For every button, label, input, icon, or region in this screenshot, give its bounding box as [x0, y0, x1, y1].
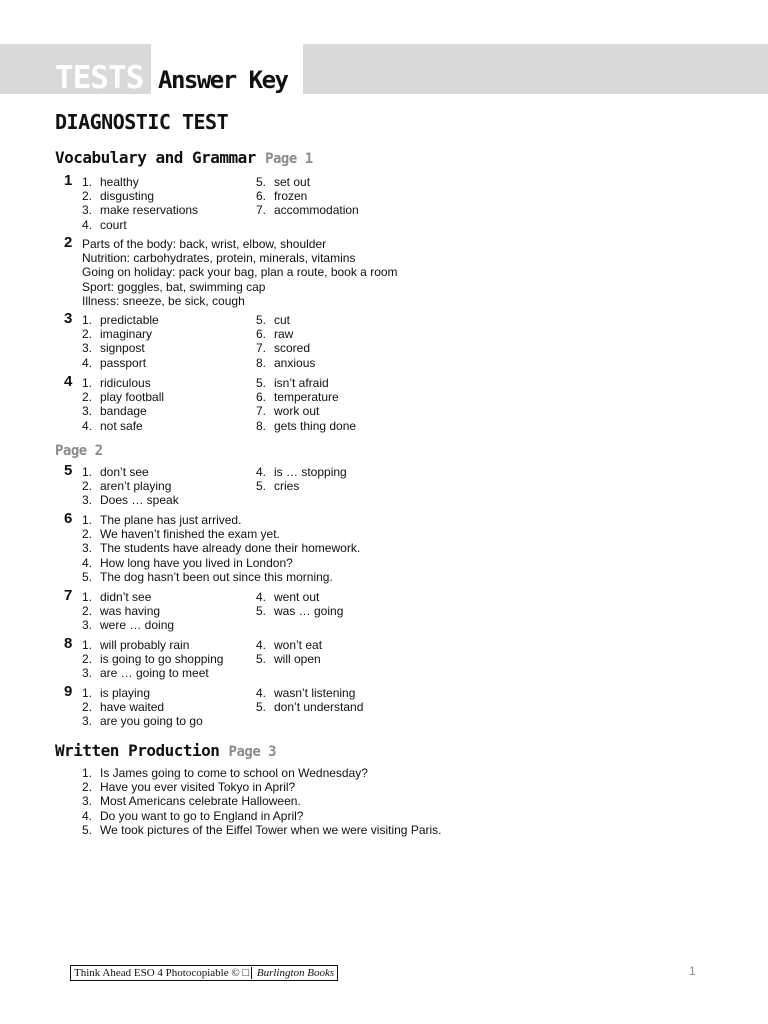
item-text: will probably rain: [100, 638, 190, 652]
footer-separator: [251, 967, 252, 979]
item-number: 4.: [82, 555, 93, 570]
item-number: 5.: [256, 700, 267, 715]
item-text: Do you want to go to England in April?: [100, 808, 304, 823]
item-number: 7.: [256, 341, 267, 356]
item-text: were … doing: [100, 618, 175, 633]
section-page: Page 2: [55, 443, 103, 459]
section-page-2: [55, 439, 103, 462]
item-number: 4.: [256, 465, 267, 479]
item-number: 1.: [82, 513, 93, 527]
question-number: 2: [64, 234, 73, 251]
item-text: How long have you lived in London?: [100, 555, 293, 570]
item-number: 2.: [82, 700, 93, 715]
item-text: Is James going to come to school on Wednesday?: [100, 766, 368, 780]
item-text: are … going to meet: [100, 666, 209, 681]
item-number: 8.: [256, 355, 267, 370]
section-page: Page 1: [265, 151, 313, 167]
question-number: 1: [64, 172, 73, 189]
item-text: isn’t afraid: [274, 376, 329, 390]
item-number: 1.: [82, 686, 93, 700]
item-text: cut: [274, 313, 291, 327]
section-page: Page 3: [228, 744, 277, 760]
item-number: 4.: [256, 686, 267, 700]
item-number: 7.: [256, 404, 267, 419]
section-written-production: [55, 740, 276, 763]
item-text: was … going: [274, 604, 344, 619]
item-text: Have you ever visited Tokyo in April?: [100, 780, 296, 795]
item-text: anxious: [274, 355, 316, 370]
item-text: accommodation: [274, 203, 359, 218]
item-number: 1.: [82, 175, 93, 189]
item-text: bandage: [100, 404, 147, 419]
item-text: Does … speak: [100, 493, 179, 508]
question-number: 7: [64, 587, 73, 604]
header-answer-key-title: Answer Key: [158, 66, 288, 94]
item-text: is going to go shopping: [100, 652, 224, 667]
footer-mark: □: [242, 967, 250, 979]
item-number: 6.: [256, 327, 267, 342]
question-number: 5: [64, 462, 73, 479]
item-text: healthy: [100, 175, 139, 189]
item-text: not safe: [100, 418, 143, 433]
item-text: frozen: [274, 189, 308, 204]
item-number: 1.: [82, 313, 93, 327]
question-number: 8: [64, 635, 73, 652]
item-number: 5.: [82, 822, 93, 837]
question-number: 3: [64, 310, 73, 327]
item-text: temperature: [274, 390, 339, 405]
item-number: 2.: [82, 390, 93, 405]
item-number: 4.: [82, 808, 93, 823]
item-number: 4.: [82, 217, 93, 232]
item-text: signpost: [100, 341, 145, 356]
item-number: 1.: [82, 638, 93, 652]
item-number: 7.: [256, 203, 267, 218]
item-text: We took pictures of the Eiffel Tower when we were visiting Paris.: [100, 822, 442, 837]
item-text: don’t understand: [274, 700, 364, 715]
section-vocabulary-grammar: [55, 147, 313, 170]
item-text: The plane has just arrived.: [100, 513, 242, 527]
item-number: 2.: [82, 780, 93, 795]
item-number: 3.: [82, 618, 93, 633]
item-text: was having: [100, 604, 161, 619]
item-text: went out: [274, 590, 320, 604]
item-number: 3.: [82, 203, 93, 218]
item-text: won’t eat: [274, 638, 323, 652]
item-text: is playing: [100, 686, 151, 700]
item-number: 3.: [82, 341, 93, 356]
item-number: 1.: [82, 465, 93, 479]
item-number: 2.: [82, 652, 93, 667]
header-tests-label: TESTS: [55, 60, 144, 96]
item-number: 5.: [256, 313, 267, 327]
answer-line: Nutrition: carbohydrates, protein, minerals, vitamins: [82, 251, 356, 266]
item-text: The students have already done their homework.: [100, 541, 361, 556]
item-text: is … stopping: [274, 465, 347, 479]
item-number: 4.: [256, 590, 267, 604]
item-text: The dog hasn’t been out since this morning.: [100, 569, 333, 584]
footer-publisher: Burlington Books: [256, 967, 335, 979]
answer-line: Illness: sneeze, be sick, cough: [82, 293, 245, 308]
item-number: 6.: [256, 189, 267, 204]
item-number: 3.: [82, 714, 93, 729]
item-text: scored: [274, 341, 311, 356]
footer-copyright: [70, 965, 338, 981]
item-number: 1.: [82, 376, 93, 390]
item-text: don’t see: [100, 465, 149, 479]
item-number: 5.: [256, 479, 267, 494]
item-number: 8.: [256, 418, 267, 433]
item-number: 6.: [256, 390, 267, 405]
item-number: 5.: [256, 604, 267, 619]
item-number: 2.: [82, 189, 93, 204]
item-number: 1.: [82, 590, 93, 604]
item-number: 5.: [256, 175, 267, 189]
item-number: 4.: [82, 418, 93, 433]
item-text: passport: [100, 355, 147, 370]
item-number: 3.: [82, 794, 93, 809]
item-text: are you going to go: [100, 714, 203, 729]
question-number: 9: [64, 683, 73, 700]
item-number: 1.: [82, 766, 93, 780]
item-number: 5.: [82, 569, 93, 584]
item-number: 5.: [256, 376, 267, 390]
item-number: 3.: [82, 666, 93, 681]
item-number: 2.: [82, 527, 93, 542]
item-text: work out: [274, 404, 320, 419]
item-text: set out: [274, 175, 311, 189]
item-text: predictable: [100, 313, 159, 327]
header-bar-right: [303, 44, 768, 94]
item-number: 2.: [82, 604, 93, 619]
item-text: play football: [100, 390, 165, 405]
item-text: make reservations: [100, 203, 199, 218]
answer-line: Going on holiday: pack your bag, plan a route, book a room: [82, 265, 398, 280]
section-title: Written Production: [55, 741, 220, 760]
item-number: 5.: [256, 652, 267, 667]
item-text: Most Americans celebrate Halloween.: [100, 794, 301, 809]
item-text: gets thing done: [274, 418, 357, 433]
item-text: We haven’t finished the exam yet.: [100, 527, 280, 542]
section-title: Vocabulary and Grammar: [55, 148, 256, 167]
item-text: have waited: [100, 700, 165, 715]
item-text: raw: [274, 327, 294, 342]
test-title: DIAGNOSTIC TEST: [55, 110, 229, 134]
item-number: 4.: [82, 355, 93, 370]
item-text: didn’t see: [100, 590, 152, 604]
item-number: 3.: [82, 493, 93, 508]
item-text: will open: [274, 652, 321, 667]
item-text: aren’t playing: [100, 479, 172, 494]
question-number: 6: [64, 510, 73, 527]
item-text: imaginary: [100, 327, 153, 342]
question-number: 4: [64, 373, 73, 390]
item-number: 2.: [82, 327, 93, 342]
footer-left-text: Think Ahead ESO 4 Photocopiable ©: [74, 967, 240, 979]
item-text: wasn’t listening: [274, 686, 356, 700]
item-number: 3.: [82, 541, 93, 556]
item-text: disgusting: [100, 189, 155, 204]
item-text: ridiculous: [100, 376, 151, 390]
item-text: cries: [274, 479, 300, 494]
page-number: 1: [689, 964, 696, 978]
item-text: court: [100, 217, 127, 232]
answer-line: Parts of the body: back, wrist, elbow, shoulder: [82, 237, 327, 251]
item-number: 4.: [256, 638, 267, 652]
item-number: 2.: [82, 479, 93, 494]
item-number: 3.: [82, 404, 93, 419]
answer-line: Sport: goggles, bat, swimming cap: [82, 279, 266, 294]
